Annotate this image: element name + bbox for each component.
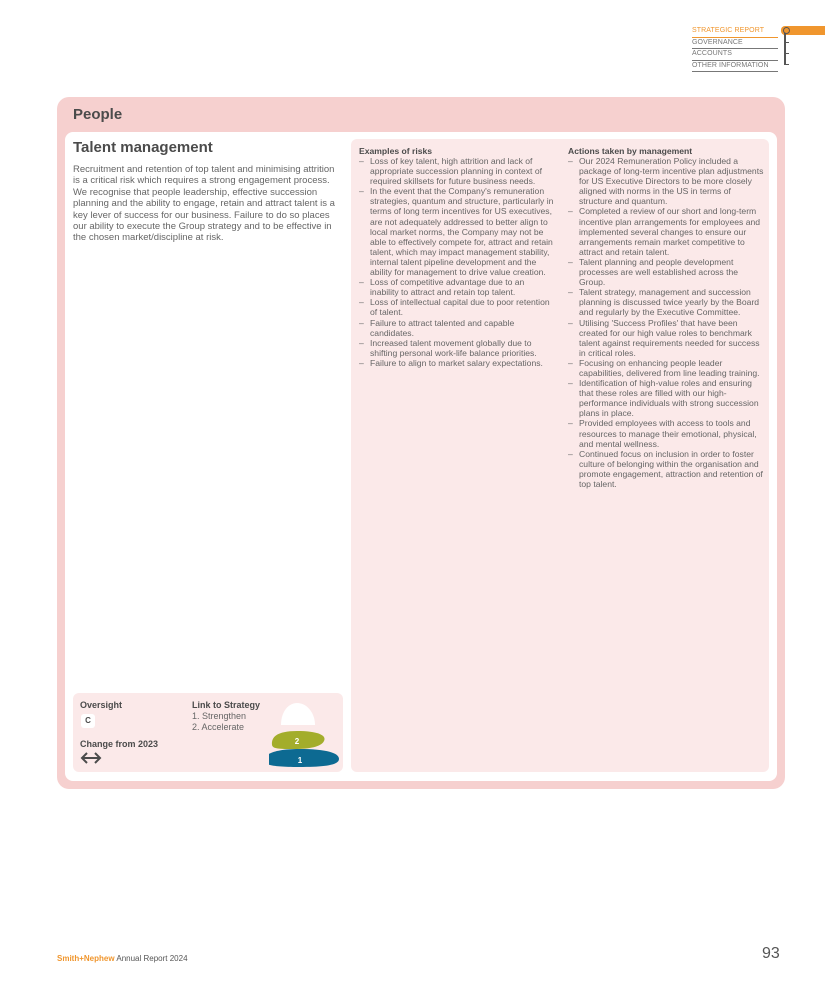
nav-governance[interactable]: GOVERNANCE [692, 38, 778, 50]
strategy-label: Link to Strategy [192, 700, 261, 710]
oversight-badge: C [81, 714, 95, 728]
footer-brand [57, 954, 188, 963]
nav-line [784, 29, 786, 65]
double-arrow-icon [80, 751, 102, 765]
people-panel [57, 97, 785, 789]
actions-list [568, 156, 764, 489]
strategy-list [192, 711, 246, 733]
strategy-item: 2. Accelerate [192, 722, 245, 732]
list-item: – Identification of high-value roles and ensuring that these roles are filled with our high-performance individuals with strong succession plans in place. [568, 378, 759, 419]
brand-name: Smith+Nephew [57, 954, 115, 963]
nav-tick [784, 53, 789, 54]
nav-tick [784, 42, 789, 43]
list-item: – Provided employees with access to tools and resources to manage their emotional, physical, and mental wellness. [568, 418, 757, 449]
risks-column [351, 139, 560, 772]
actions-heading: Actions taken by management [568, 146, 693, 156]
list-item: – Our 2024 Remuneration Policy included a package of long-term incentive plan adjustments for US Executive Directors to be more closely aligned with norms in the US in terms of structure and quantum. [568, 156, 764, 207]
nav-other-information[interactable]: OTHER INFORMATION [692, 61, 778, 73]
list-item: – Increased talent movement globally due to shifting personal work-life balance priorities. [359, 337, 537, 358]
oversight-label: Oversight [80, 700, 123, 710]
page-number: 93 [762, 945, 780, 962]
strategy-item: 1. Strengthen [192, 711, 247, 721]
list-item: – Talent strategy, management and succession planning is discussed twice yearly by the Board and regularly by the Executive Committee. [568, 287, 760, 318]
nav-tick [784, 64, 789, 65]
pyramid-number: 2 [294, 737, 300, 746]
list-item: – In the event that the Company's remuneration strategies, quantum and structure, particularly in terms of long term incentives for US executives, are not adequately addressed to better align to local market norms, the Company may not be able to effectively compete for, attract and retain talent, which may impact management stability, internal talent pipeline development and the ability for management to drive value creation. [359, 186, 554, 278]
list-item: – Loss of competitive advantage due to an inability to attract and retain top talent. [359, 277, 525, 298]
pyramid-number: 1 [297, 756, 303, 765]
list-item: – Talent planning and people development processes are well established across the Group. [568, 256, 739, 288]
risk-intro: Recruitment and retention of top talent and minimising attrition is a critical risk which requires a strong engagement process. We recognise that people leadership, effective succession planning and the ability to engage, retain and attract talent is a key lever of success for our business. Failure to do so places our ability to execute the Group strategy and to be effective in the chosen market/discipline at risk. [73, 164, 335, 244]
risk-card [65, 132, 777, 781]
change-label: Change from 2023 [80, 739, 159, 749]
risks-heading: Examples of risks [359, 146, 433, 156]
list-item: – Utilising 'Success Profiles' that have been created for our high value roles to benchmark talent against requirements needed for success in critical roles. [568, 317, 760, 358]
section-nav [692, 26, 778, 72]
report-name: Annual Report 2024 [114, 954, 188, 963]
nav-strategic-report[interactable]: STRATEGIC REPORT [692, 26, 778, 38]
actions-column [560, 139, 769, 772]
risks-list [359, 156, 555, 368]
risk-title: Talent management [73, 139, 213, 156]
strategy-pyramid-icon [269, 701, 341, 767]
list-item: – Completed a review of our short and long-term incentive plan arrangements for employees and implemented several changes to ensure our arrangements remain market competitive to attract and retain talent. [568, 206, 761, 257]
list-item: – Loss of key talent, high attrition and lack of appropriate succession planning in context of required skillsets for future business needs. [359, 156, 542, 187]
nav-accounts[interactable]: ACCOUNTS [692, 49, 778, 61]
list-item: – Failure to attract talented and capable candidates. [359, 317, 515, 338]
list-item: – Failure to align to market salary expectations. [359, 357, 543, 368]
oversight-box [73, 693, 343, 772]
list-item: – Loss of intellectual capital due to poor retention of talent. [359, 297, 550, 318]
list-item: – Continued focus on inclusion in order to foster culture of belonging within the organisation and promote engagement, attraction and retention of top talent. [568, 448, 763, 489]
section-title: People [73, 106, 123, 123]
nav-active-dot [783, 27, 790, 34]
list-item: – Focusing on enhancing people leader capabilities, delivered from line leading training. [568, 357, 760, 378]
